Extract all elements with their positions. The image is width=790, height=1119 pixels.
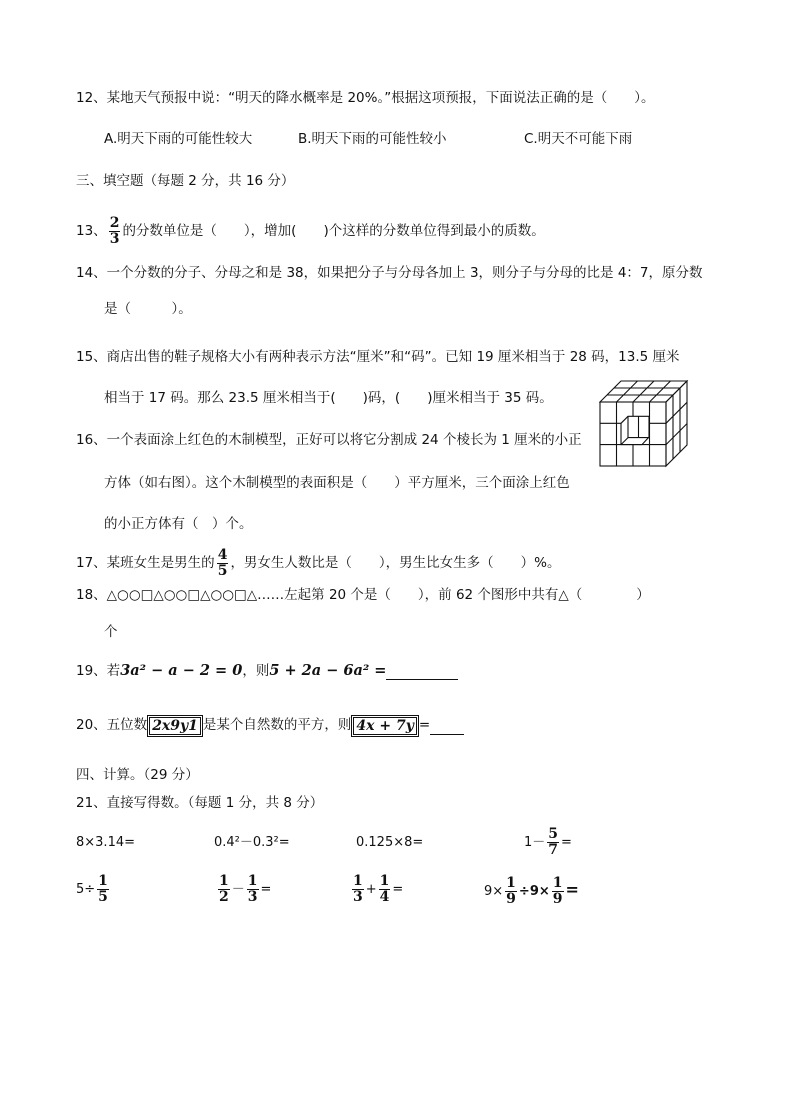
- section3-title: 三、填空题（每题 2 分，共 16 分）: [76, 173, 295, 189]
- calc-7: [350, 872, 403, 908]
- q19-mid: ，则: [242, 663, 270, 679]
- calc-7-a-denominator: 3: [353, 889, 363, 905]
- calc-7-b-numerator: 1: [379, 873, 390, 889]
- calc-6-b-numerator: 1: [247, 873, 258, 889]
- q17-post: ，男女生人数比是（ ），男生比女生多（ ）%。: [230, 555, 561, 571]
- calc-7-fraction-b: [379, 874, 391, 905]
- calc-5: [76, 872, 111, 908]
- q19: [76, 662, 458, 680]
- q19-answer-blank: [386, 665, 458, 680]
- calc-7-fraction-a: [352, 874, 364, 905]
- q21-title: 21、直接写得数。（每题 1 分，共 8 分）: [76, 795, 324, 811]
- q12-option-c: C.明天不可能下雨: [524, 131, 633, 147]
- q13-text: 的分数单位是（ ），增加( )个这样的分数单位得到最小的质数。: [122, 223, 545, 239]
- q17-pre: 17、某班女生是男生的: [76, 555, 215, 571]
- q16-line1: 16、一个表面涂上红色的木制模型，正好可以将它分割成 24 个棱长为 1 厘米的小正: [76, 432, 582, 448]
- calc-5-fraction: [97, 874, 109, 905]
- q20-mid: 是某个自然数的平方，则: [202, 717, 352, 733]
- q17: [76, 545, 561, 581]
- calc-8-a-denominator: 9: [506, 891, 516, 907]
- calc-6-a-denominator: 2: [219, 889, 229, 905]
- calc-5-numerator: 1: [98, 873, 108, 889]
- calc-3: 0.125×8=: [356, 835, 424, 850]
- q13-fraction-denominator: 3: [109, 230, 120, 247]
- q16-line3: 的小正方体有（ ）个。: [104, 516, 253, 532]
- calc-7-operator: +: [365, 882, 377, 897]
- q20-five-digit-box: 2x9y1: [149, 717, 201, 735]
- calc-4-pre: 1－: [524, 835, 546, 850]
- q19-equation-1: 3a² − a − 2 = 0: [120, 662, 243, 679]
- q12-stem: 12、某地天气预报中说：“明天的降水概率是 20%。”根据这项预报，下面说法正确的是（ ）。: [76, 90, 655, 106]
- calc-5-pre: 5÷: [76, 882, 96, 897]
- q17-fraction: [217, 548, 229, 579]
- calc-8: [484, 872, 579, 910]
- calc-7-a-numerator: 1: [353, 873, 363, 889]
- calc-8-post: =: [565, 880, 579, 899]
- q15-line2: 相当于 17 码。那么 23.5 厘米相当于( )码，( )厘米相当于 35 码。: [104, 390, 553, 406]
- calc-6-post: =: [260, 882, 272, 897]
- section4-title: 四、计算。（29 分）: [76, 767, 199, 783]
- q20: [76, 716, 464, 735]
- q13-fraction: [109, 216, 121, 247]
- calc-8-pre: 9×: [484, 884, 504, 899]
- calc-6-fraction-b: [247, 874, 259, 905]
- calc-4: [524, 825, 572, 861]
- q20-post: =: [418, 717, 431, 733]
- calc-6-fraction-a: [218, 874, 230, 905]
- calc-4-numerator: 5: [548, 826, 559, 842]
- calc-8-a-numerator: 1: [506, 875, 516, 891]
- calc-4-fraction: [547, 827, 559, 858]
- q17-fraction-denominator: 5: [217, 562, 228, 579]
- q16-line2: 方体（如右图）。这个木制模型的表面积是（ ）平方厘米，三个面涂上红色: [104, 475, 570, 491]
- q13: [76, 213, 545, 249]
- q20-expression-box: 4x + 7y: [353, 717, 416, 735]
- calc-7-post: =: [392, 882, 404, 897]
- calc-8-b-numerator: 1: [552, 875, 563, 891]
- q20-answer-blank: [430, 720, 464, 735]
- q12-option-a: A.明天下雨的可能性较大: [104, 131, 253, 147]
- calc-8-fraction-b: [552, 876, 564, 907]
- calc-2: 0.4²－0.3²=: [214, 835, 290, 850]
- calc-6-b-denominator: 3: [247, 889, 258, 905]
- calc-4-denominator: 7: [548, 842, 559, 858]
- q18-line1: 18、△○○□△○○□△○○□△……左起第 20 个是（ ），前 62 个图形中共有△（ ）: [76, 587, 650, 603]
- q18-line2: 个: [104, 624, 118, 640]
- calc-6: [216, 872, 271, 908]
- q14-line1: 14、一个分数的分子、分母之和是 38，如果把分子与分母各加上 3，则分子与分母的比是 4：7，原分数: [76, 265, 703, 281]
- cube-figure: [599, 380, 691, 468]
- calc-8-b-denominator: 9: [552, 891, 563, 907]
- q19-pre: 19、若: [76, 663, 121, 679]
- calc-8-mid: ÷9×: [518, 884, 550, 899]
- calc-4-post: =: [561, 835, 572, 850]
- q19-equation-2: 5 + 2a − 6a² =: [269, 662, 387, 679]
- calc-5-denominator: 5: [98, 889, 108, 905]
- q15-line1: 15、商店出售的鞋子规格大小有两种表示方法“厘米”和“码”。已知 19 厘米相当于 28 码，13.5 厘米: [76, 349, 680, 365]
- calc-1: 8×3.14=: [76, 835, 136, 850]
- calc-6-operator: －: [231, 882, 245, 897]
- calc-6-a-numerator: 1: [219, 873, 229, 889]
- q13-fraction-numerator: 2: [109, 214, 120, 231]
- q17-fraction-numerator: 4: [217, 546, 228, 563]
- q20-pre: 20、五位数: [76, 717, 148, 733]
- calc-7-b-denominator: 4: [379, 889, 390, 905]
- q13-number: 13、: [76, 223, 107, 239]
- calc-8-fraction-a: [505, 876, 517, 907]
- q14-line2: 是（ ）。: [104, 301, 192, 317]
- q12-option-b: B.明天下雨的可能性较小: [298, 131, 447, 147]
